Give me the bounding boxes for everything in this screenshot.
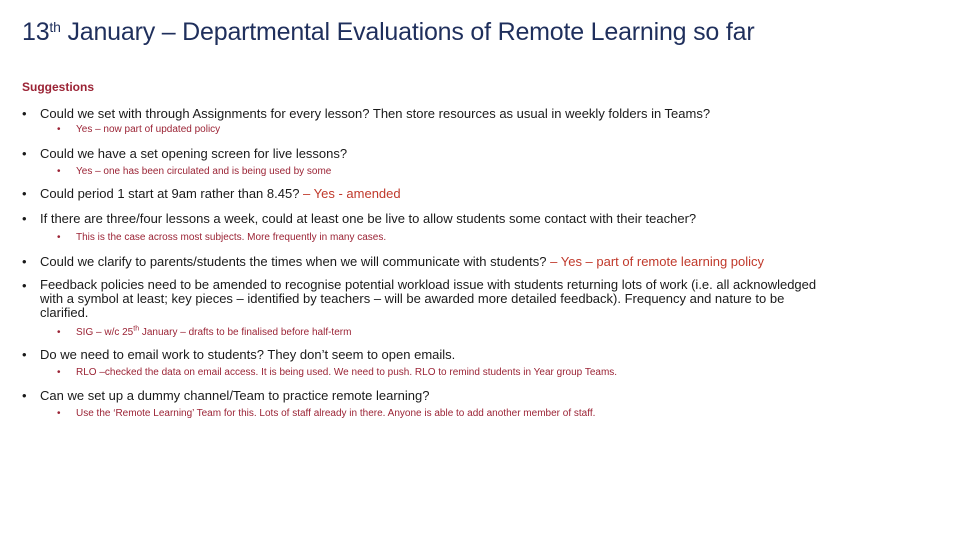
item-text: Can we set up a dummy channel/Team to practice remote learning? — [40, 388, 430, 403]
item-status: – Yes - amended — [303, 186, 401, 201]
item-status: – Yes – part of remote learning policy — [550, 254, 765, 269]
item-text: Could we have a set opening screen for live lessons? — [40, 146, 348, 161]
bullet-icon: • — [22, 254, 27, 269]
item-text: Could we set with through Assignments for every lesson? Then store resources as usual in weekly folders in Teams? — [40, 106, 711, 121]
list-item — [22, 106, 710, 121]
sub-item-text: RLO –checked the data on email access. It is being used. We need to push. RLO to remind students in Year group Teams. — [76, 367, 618, 378]
list-item — [22, 388, 429, 403]
section-heading: Suggestions — [22, 80, 95, 94]
sub-list-item — [57, 232, 386, 243]
bullet-icon: • — [22, 106, 27, 121]
bullet-icon: • — [57, 232, 61, 243]
bullet-icon: • — [22, 388, 27, 403]
item-text: If there are three/four lessons a week, could at least one be live to allow students some contact with their teacher? — [40, 211, 697, 226]
sub-list-item — [57, 408, 595, 419]
page-title: 13th January – Departmental Evaluations of Remote Learning so far — [22, 18, 755, 46]
sub-item-text: Yes – now part of updated policy — [76, 124, 221, 135]
sub-item-text: Use the ‘Remote Learning’ Team for this. Lots of staff already in there. Anyone is able to add another member of staff. — [76, 408, 596, 419]
bullet-icon: • — [57, 367, 61, 378]
sub-list-item — [57, 326, 351, 338]
list-item — [22, 347, 455, 362]
bullet-icon: • — [22, 347, 27, 362]
bullet-icon: • — [57, 124, 61, 135]
item-text: Could period 1 start at 9am rather than 8.45? – Yes - amended — [40, 186, 401, 201]
bullet-icon: • — [57, 327, 61, 339]
list-item — [22, 186, 401, 201]
sub-item-text: SIG – w/c 25th January – drafts to be finalised before half-term — [76, 326, 352, 339]
bullet-icon: • — [22, 146, 27, 161]
bullet-icon: • — [22, 186, 27, 201]
list-item — [22, 211, 696, 226]
sub-list-item — [57, 367, 617, 378]
sub-list-item — [57, 166, 331, 177]
list-item — [22, 254, 764, 269]
bullet-icon: • — [22, 211, 27, 226]
list-item — [22, 146, 347, 161]
sub-item-text: This is the case across most subjects. More frequently in many cases. — [76, 232, 387, 243]
item-text: Do we need to email work to students? They don’t seem to open emails. — [40, 347, 456, 362]
list-item — [22, 278, 822, 320]
item-text: Feedback policies need to be amended to recognise potential workload issue with students returning lots of work (i.e. all acknowledged with a symbol at least; key pieces – identified by teachers – will be awarded more detailed feedback). Frequency and nature to be clarified. — [40, 277, 817, 320]
bullet-icon: • — [22, 278, 27, 293]
bullet-icon: • — [57, 408, 61, 419]
sub-list-item — [57, 124, 220, 135]
item-text: Could we clarify to parents/students the times when we will communicate with students? – Yes – part of remote learning policy — [40, 254, 765, 269]
sub-item-text: Yes – one has been circulated and is being used by some — [76, 166, 332, 177]
bullet-icon: • — [57, 166, 61, 177]
